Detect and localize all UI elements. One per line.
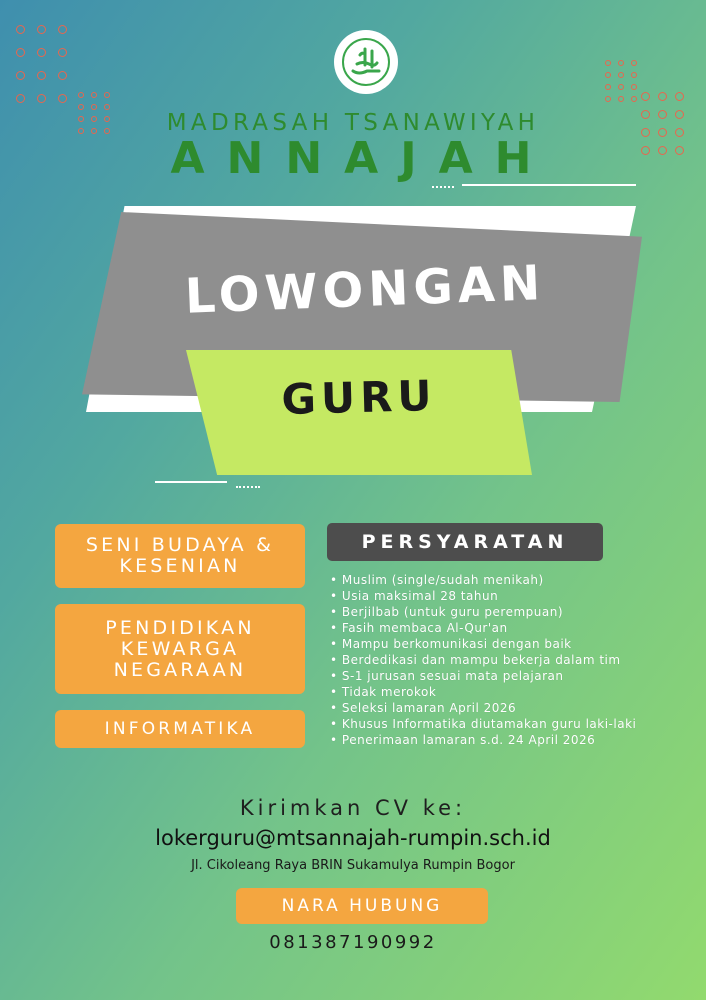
list-item: • Seleksi lamaran April 2026 — [330, 700, 700, 716]
cv-label: Kirimkan CV ke: — [239, 796, 467, 820]
position-line: KESENIAN — [119, 555, 241, 577]
decor-dotted-line — [432, 186, 454, 188]
requirements-heading: PERSYARATAN — [327, 523, 603, 561]
decor-dots-top-left — [16, 25, 67, 103]
list-item: • Khusus Informatika diutamakan guru laki-laki — [330, 716, 700, 732]
list-item: • Muslim (single/sudah menikah) — [330, 572, 700, 588]
school-type: MADRASAH TSANAWIYAH — [166, 110, 540, 136]
list-item: • Usia maksimal 28 tahun — [330, 588, 700, 604]
phone-number[interactable]: 081387190992 — [269, 932, 437, 953]
list-item: • Berdedikasi dan mampu bekerja dalam tim — [330, 652, 700, 668]
decor-dotted-line — [236, 486, 260, 488]
list-item: • Penerimaan lamaran s.d. 24 April 2026 — [330, 732, 700, 748]
banner-title: LOWONGAN — [183, 254, 547, 325]
requirements-list — [330, 572, 700, 748]
list-item: • Berjilbab (untuk guru perempuan) — [330, 604, 700, 620]
position-line: NEGARAAN — [113, 658, 247, 681]
position-informatika — [55, 710, 305, 748]
decor-dots-right-small — [605, 60, 637, 102]
list-item: • Tidak merokok — [330, 684, 700, 700]
position-line: KEWARGA — [120, 637, 240, 660]
school-name: ANNAJAH — [170, 133, 554, 184]
list-item: • Mampu berkomunikasi dengan baik — [330, 636, 700, 652]
position-seni-budaya — [55, 524, 305, 588]
list-item: • S-1 jurusan sesuai mata pelajaran — [330, 668, 700, 684]
list-item: • Fasih membaca Al-Qur'an — [330, 620, 700, 636]
position-line: INFORMATIKA — [104, 718, 256, 739]
decor-line — [462, 184, 636, 186]
contact-person-badge: NARA HUBUNG — [236, 888, 488, 924]
email-address[interactable]: lokerguru@mtsannajah-rumpin.sch.id — [155, 826, 551, 850]
banner-subtitle: GURU — [280, 370, 438, 425]
position-pkn — [55, 604, 305, 694]
decor-line — [155, 481, 227, 483]
school-address: Jl. Cikoleang Raya BRIN Sukamulya Rumpin Bogor — [191, 858, 515, 873]
calligraphy-logo-icon — [334, 30, 398, 94]
position-line: PENDIDIKAN — [105, 616, 255, 639]
position-line: SENI BUDAYA & — [85, 534, 275, 556]
